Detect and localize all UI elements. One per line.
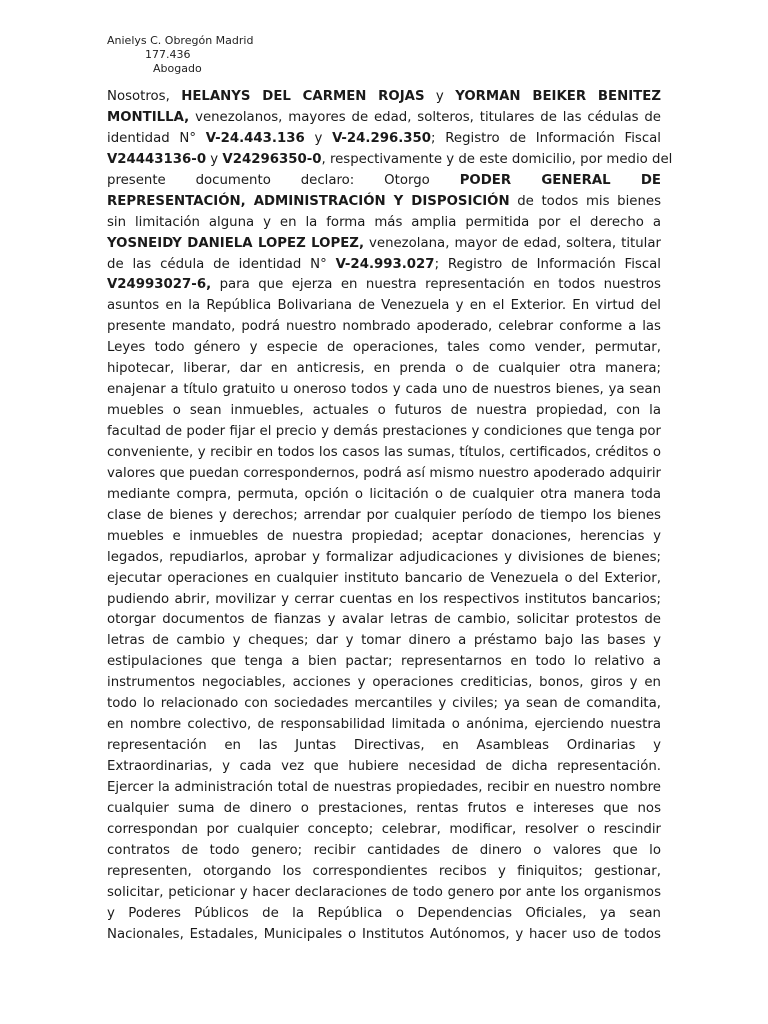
text-run: Leyes todo género y especie de operaciones, tales como vender, permutar, <box>107 340 661 356</box>
text-run: venezolana, mayor de edad, soltera, titular <box>364 235 661 251</box>
text-run: presente mandato, podrá nuestro nombrado apoderado, celebrar conforme a las <box>107 319 661 335</box>
body-line <box>107 87 661 108</box>
text-run: en nombre colectivo, de responsabilidad limitada o anónima, ejerciendo nuestra <box>107 717 661 733</box>
text-run: para que ejerza en nuestra representación en todos nuestros <box>211 277 661 293</box>
letterhead <box>107 34 253 76</box>
text-run: conveniente, y recibir en todos los casos las sumas, títulos, certificados, créditos o <box>107 444 661 460</box>
text-run: muebles e inmuebles de nuestra propiedad; aceptar donaciones, herencias y <box>107 528 661 544</box>
text-run: facultad de poder fijar el precio y demás prestaciones y condiciones que tenga por <box>107 424 661 439</box>
body-line <box>107 171 661 192</box>
body-line <box>107 569 661 590</box>
text-run: solicitar, peticionar y hacer declaraciones de todo genero por ante los organismos <box>107 884 661 900</box>
body-line <box>107 464 661 485</box>
text-run: Extraordinarias, y cada vez que hubiere necesidad de dicha representación. <box>107 759 661 774</box>
body-line <box>107 590 661 611</box>
text-run: asuntos en la República Bolivariana de Venezuela y en el Exterior. En virtud del <box>107 298 661 314</box>
text-run: ; Registro de Información Fiscal <box>434 256 661 272</box>
body-line <box>107 192 661 213</box>
body-line <box>107 506 661 527</box>
text-run: y <box>304 130 333 146</box>
bold-text-run: YORMAN BEIKER BENITEZ <box>455 89 661 104</box>
body-line <box>107 925 661 946</box>
text-run: cualquier suma de dinero o prestaciones, rentas frutos e intereses que nos <box>107 800 661 816</box>
bold-text-run: V-24.296.350 <box>332 130 432 146</box>
text-run: muebles o sean inmuebles, actuales o futuros de nuestra propiedad, con la <box>107 403 661 419</box>
body-line <box>107 317 661 338</box>
text-run: pudiendo abrir, movilizar y cerrar cuentas en los respectivos institutos bancarios; <box>107 591 661 607</box>
text-run: letras de cambio y cheques; dar y tomar dinero a préstamo bajo las bases y <box>107 633 661 649</box>
body-line <box>107 715 661 736</box>
bold-text-run: HELANYS DEL CARMEN ROJAS <box>181 89 425 104</box>
text-run: representen, otorgando los correspondientes recibos y finiquitos; gestionar, <box>107 863 661 879</box>
body-line <box>107 652 661 673</box>
text-run: presente documento declaro: Otorgo <box>107 172 460 188</box>
text-run: y <box>424 89 456 104</box>
text-run: clase de bienes y derechos; arrendar por cualquier período de tiempo los bienes <box>107 507 661 523</box>
body-line <box>107 213 661 234</box>
body-line <box>107 548 661 569</box>
body-line <box>107 150 673 171</box>
body-line <box>107 694 661 715</box>
text-run: todo lo relacionado con sociedades mercantiles y civiles; ya sean de comandita, <box>107 696 661 712</box>
text-run: sin limitación alguna y en la forma más amplia permitida por el derecho a <box>107 214 661 230</box>
bold-text-run: V-24.993.027 <box>335 256 435 272</box>
text-run: representación en las Juntas Directivas, en Asambleas Ordinarias y <box>107 738 661 754</box>
body-line <box>107 485 661 506</box>
text-run: y <box>206 151 223 167</box>
body-line <box>107 862 661 883</box>
body-line <box>107 883 661 904</box>
bold-text-run: V24993027-6, <box>107 277 212 293</box>
text-run: otorgar documentos de fianzas y avalar letras de cambio, solicitar protestos de <box>107 612 661 628</box>
body-line <box>107 757 661 778</box>
text-run: ; Registro de Información Fiscal <box>431 130 661 146</box>
text-run: estipulaciones que tenga a bien pactar; representarnos en todo lo relativo a <box>107 654 661 670</box>
text-run: ejecutar operaciones en cualquier instituto bancario de Venezuela o del Exterior, <box>107 570 661 586</box>
body-line <box>107 904 661 925</box>
body-line <box>107 820 661 841</box>
text-run: Nacionales, Estadales, Municipales o Institutos Autónomos, y hacer uso de todos <box>107 926 661 942</box>
body-line <box>107 234 661 255</box>
body-line <box>107 129 661 150</box>
body-line <box>107 255 661 276</box>
body-line <box>107 841 661 862</box>
text-run: valores que puedan correspondernos, podrá así mismo nuestro apoderado adquirir <box>107 465 661 481</box>
text-run: instrumentos negociables, acciones y operaciones crediticias, bonos, giros y en <box>107 675 661 691</box>
text-run: de las cédula de identidad N° <box>107 256 336 272</box>
text-run: correspondan por cualquier concepto; celebrar, modificar, resolver o rescindir <box>107 821 661 837</box>
text-run: venezolanos, mayores de edad, solteros, titulares de las cédulas de <box>189 109 661 125</box>
bold-text-run: MONTILLA, <box>107 109 190 125</box>
bold-text-run: V-24.443.136 <box>205 130 305 146</box>
letterhead-id-number: 177.436 <box>145 48 191 61</box>
body-line <box>107 736 661 757</box>
letterhead-name: Anielys C. Obregón Madrid <box>107 34 254 47</box>
body-line <box>107 359 661 380</box>
bold-text-run: PODER GENERAL DE <box>459 172 662 188</box>
body-line <box>107 443 661 464</box>
text-run: Nosotros, <box>107 89 182 104</box>
text-run: , respectivamente y de este domicilio, por medio del <box>321 151 673 167</box>
text-run: contratos de todo genero; recibir cantidades de dinero o valores que lo <box>107 842 661 858</box>
text-run: identidad N° <box>107 130 206 146</box>
body-line <box>107 275 661 296</box>
body-line <box>107 673 661 694</box>
body-line <box>107 338 661 359</box>
bold-text-run: V24443136-0 <box>107 151 207 167</box>
body-line <box>107 108 661 129</box>
bold-text-run: YOSNEIDY DANIELA LOPEZ LOPEZ, <box>107 235 364 251</box>
text-run: mediante compra, permuta, opción o licitación o de cualquier otra manera toda <box>107 486 661 502</box>
body-line <box>107 401 661 422</box>
letterhead-title: Abogado <box>153 62 202 75</box>
body-line <box>107 380 661 401</box>
body-line <box>107 527 661 548</box>
text-run: enajenar a título gratuito u oneroso todos y cada uno de nuestros bienes, ya sean <box>107 382 661 398</box>
text-run: de todos mis bienes <box>509 193 661 209</box>
body-line <box>107 296 661 317</box>
body-line <box>107 631 661 652</box>
text-run: hipotecar, liberar, dar en anticresis, en prenda o de cualquier otra manera; <box>107 361 661 377</box>
text-run: Ejercer la administración total de nuestras propiedades, recibir en nuestro nombre <box>107 779 661 795</box>
bold-text-run: V24296350-0 <box>222 151 322 167</box>
body-line <box>107 778 661 799</box>
body-line <box>107 799 661 820</box>
text-run: y Poderes Públicos de la República o Dependencias Oficiales, ya sean <box>107 905 661 921</box>
text-run: legados, repudiarlos, aprobar y formalizar adjudicaciones y divisiones de bienes; <box>107 549 661 565</box>
body-line <box>107 422 661 443</box>
document-body <box>107 87 673 945</box>
bold-text-run: REPRESENTACIÓN, ADMINISTRACIÓN Y DISPOSICIÓN <box>107 193 510 209</box>
body-line <box>107 610 661 631</box>
